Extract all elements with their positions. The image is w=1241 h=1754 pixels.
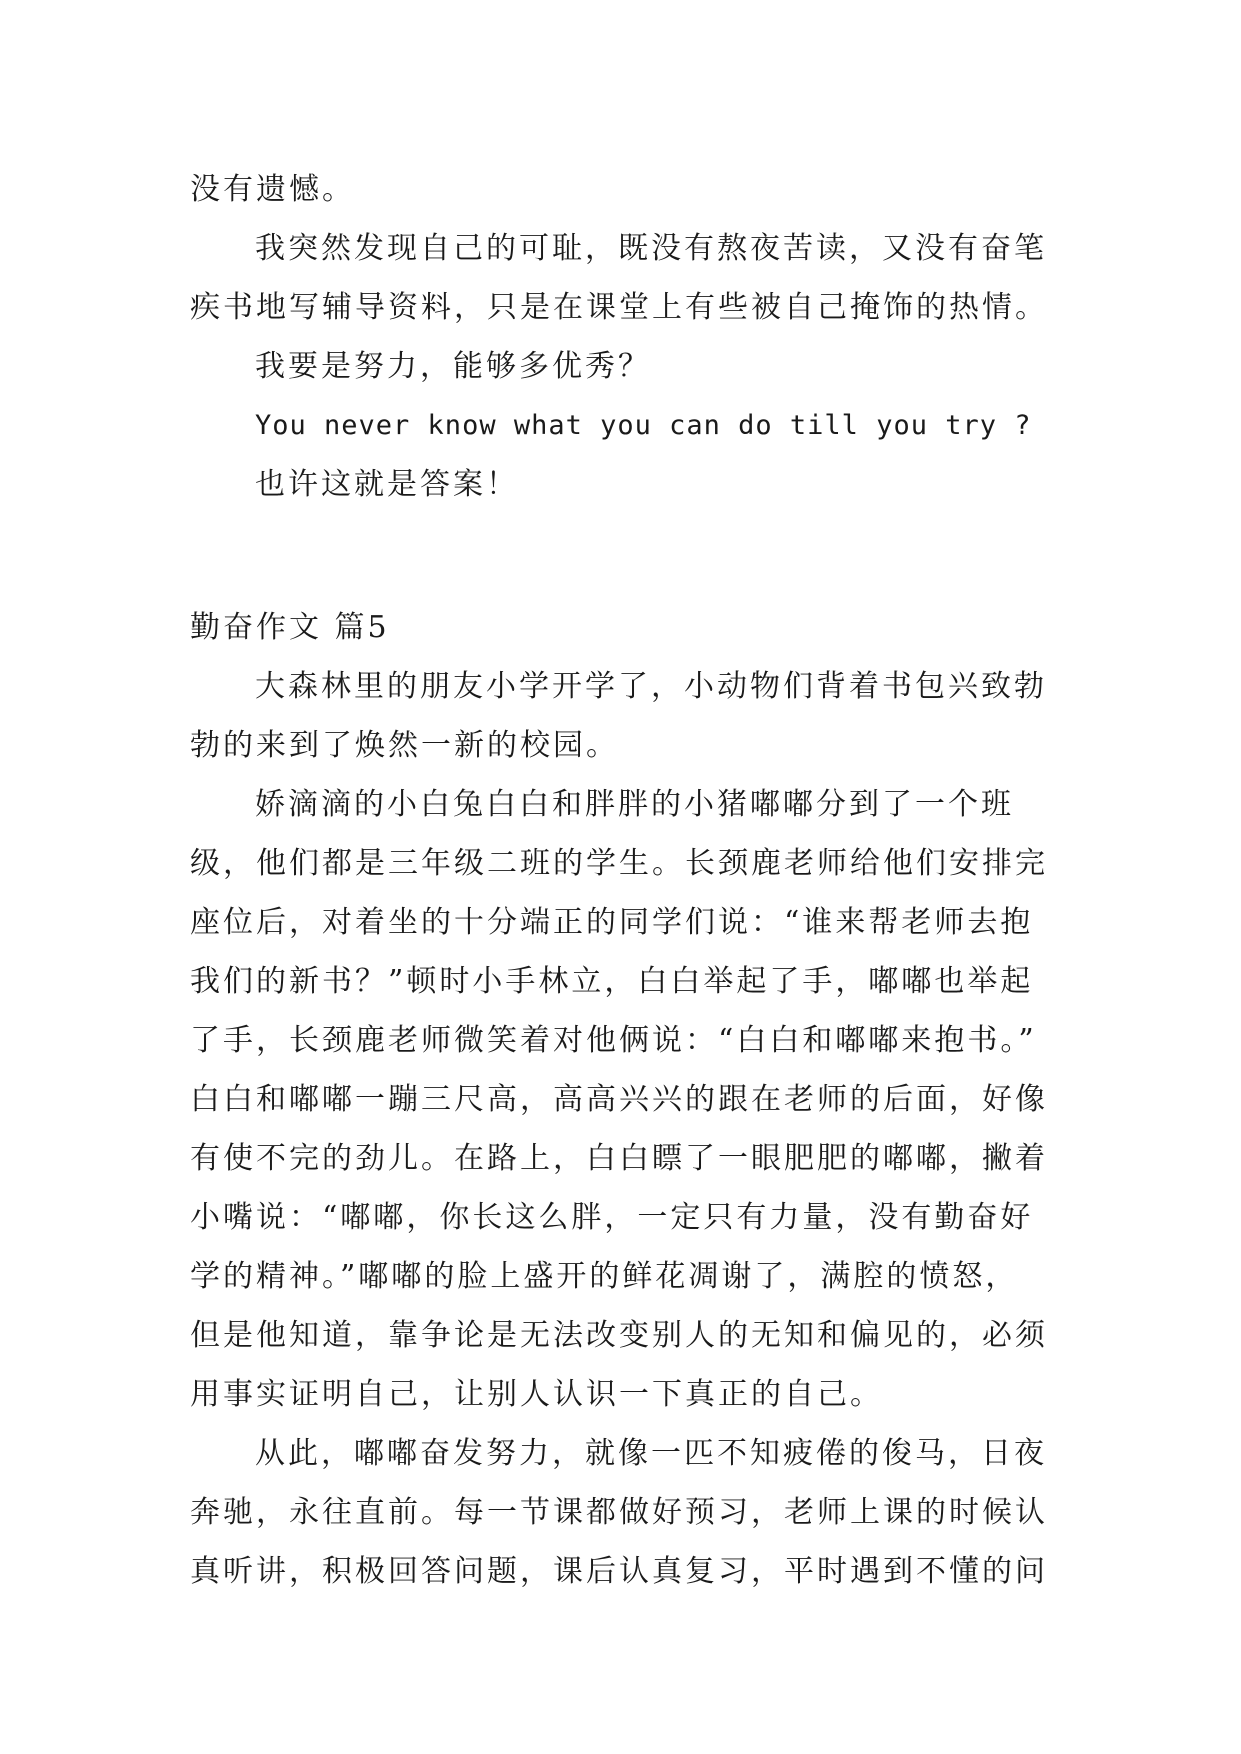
paragraph-line: 我们的新书？”顿时小手林立，白白举起了手，嘟嘟也举起: [190, 964, 1034, 999]
paragraph-line: 用事实证明自己，让别人认识一下真正的自己。: [190, 1377, 883, 1412]
paragraph-line: 学的精神。”嘟嘟的脸上盛开的鲜花凋谢了，满腔的愤怒，: [190, 1259, 1019, 1294]
paragraph-line: 小嘴说：“嘟嘟，你长这么胖，一定只有力量，没有勤奋好: [190, 1200, 1034, 1235]
paragraph-line: 了手，长颈鹿老师微笑着对他俩说：“白白和嘟嘟来抱书。”: [190, 1023, 1037, 1058]
paragraph-line: 疾书地写辅导资料，只是在课堂上有些被自己掩饰的热情。: [190, 290, 1048, 325]
paragraph-line: 大森林里的朋友小学开学了，小动物们背着书包兴致勃: [255, 669, 1047, 704]
paragraph-line: 但是他知道，靠争论是无法改变别人的无知和偏见的，必须: [190, 1318, 1048, 1353]
paragraph-line: 没有遗憾。: [190, 172, 355, 207]
paragraph-line: 级，他们都是三年级二班的学生。长颈鹿老师给他们安排完: [190, 846, 1048, 881]
text-column: [190, 160, 1070, 1601]
paragraph-line: 也许这就是答案！: [255, 467, 519, 502]
section-gap: [190, 514, 1070, 598]
section-title: 勤奋作文 篇5: [190, 610, 390, 645]
paragraph-line: 娇滴滴的小白兔白白和胖胖的小猪嘟嘟分到了一个班: [255, 787, 1014, 822]
paragraph-line: 有使不完的劲儿。在路上，白白瞟了一眼肥肥的嘟嘟，撇着: [190, 1141, 1048, 1176]
paragraph-line: 我突然发现自己的可耻，既没有熬夜苦读，又没有奋笔: [255, 231, 1047, 266]
paragraph-line: 奔驰，永往直前。每一节课都做好预习，老师上课的时候认: [190, 1495, 1048, 1530]
paragraph-line: 座位后，对着坐的十分端正的同学们说：“谁来帮老师去抱: [190, 905, 1034, 940]
paragraph-line: 白白和嘟嘟一蹦三尺高，高高兴兴的跟在老师的后面，好像: [190, 1082, 1048, 1117]
paragraph-line: 我要是努力，能够多优秀？: [255, 349, 651, 384]
paragraph-line: 勃的来到了焕然一新的校园。: [190, 728, 619, 763]
english-quote-line: You never know what you can do till you try ?: [255, 410, 1032, 441]
paragraph-line: 真听讲，积极回答问题，课后认真复习，平时遇到不懂的问: [190, 1554, 1048, 1589]
paragraph-line: 从此，嘟嘟奋发努力，就像一匹不知疲倦的俊马，日夜: [255, 1436, 1047, 1471]
